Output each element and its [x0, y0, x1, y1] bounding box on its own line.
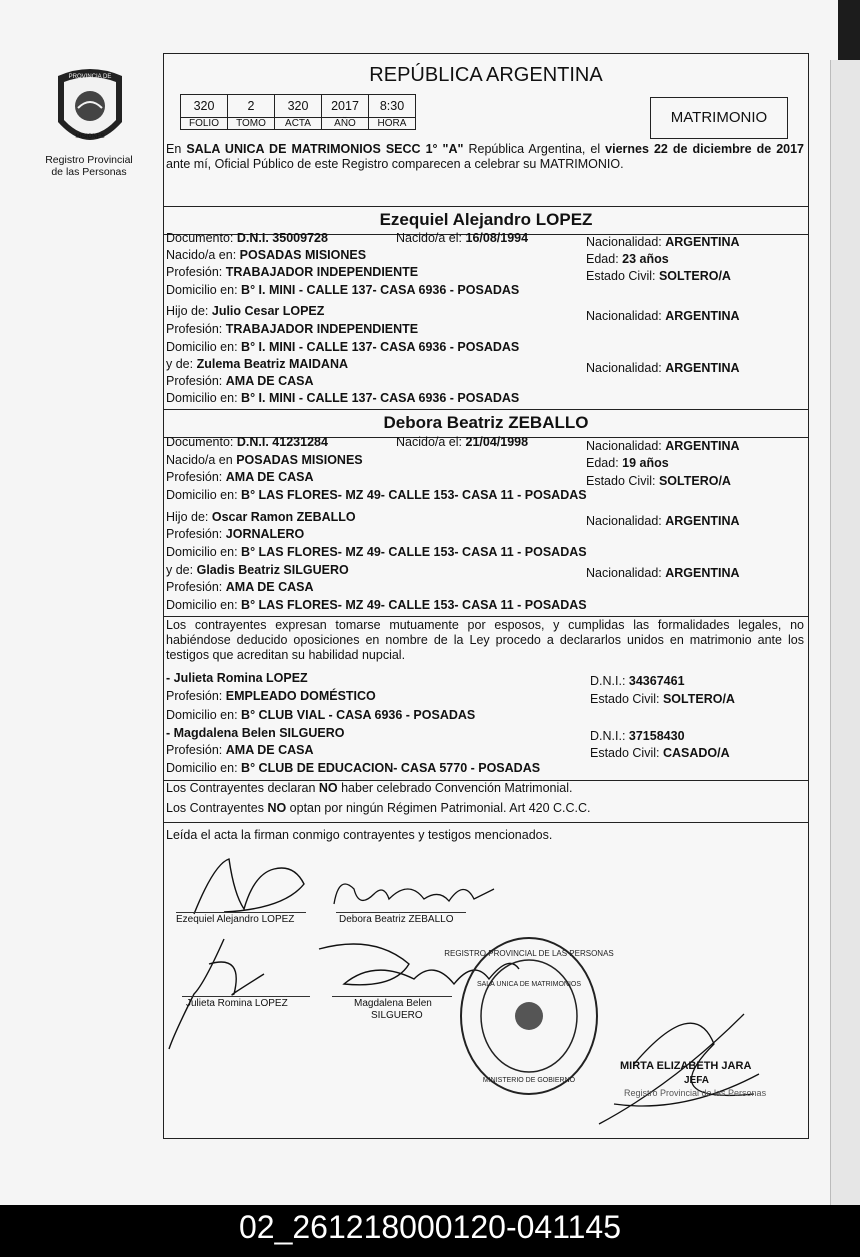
registry-label: [30, 154, 148, 178]
spouse1-father-addr: Domicilio en: B° I. MINI - CALLE 137- CASA 6936 - POSADAS: [166, 340, 520, 354]
intro-date: viernes 22 de diciembre de 2017: [605, 142, 804, 156]
intro-office: SALA UNICA DE MATRIMONIOS SECC 1° "A": [186, 142, 464, 156]
folio-label: FOLIO: [181, 118, 228, 130]
spouse2-profession: Profesión: AMA DE CASA: [166, 470, 314, 484]
official-title: JEFA: [684, 1075, 710, 1086]
tomo-value: 2: [228, 95, 275, 118]
province-seal: [50, 66, 130, 152]
spouse1-mother-prof: Profesión: AMA DE CASA: [166, 374, 314, 388]
spouse2-father-addr: Domicilio en: B° LAS FLORES- MZ 49- CALLE 153- CASA 11 - POSADAS: [166, 545, 587, 559]
spouse2-father-nat: Nacionalidad: ARGENTINA: [586, 514, 740, 528]
declaration-paragraph: Los contrayentes expresan tomarse mutuamente por esposos, y cumplidas las formalidades legales, no habiéndose deducido oposiciones en nombre de la Ley procedo a declararlos unidos en matrimonio ante los testigos que acreditan su habilidad nupcial.: [166, 618, 804, 662]
signature-label-4b: SILGUERO: [371, 1010, 423, 1021]
ano-label: AÑO: [322, 118, 369, 130]
official-stamp: [444, 934, 614, 1099]
hora-value: 8:30: [369, 95, 416, 118]
page-edge: [830, 60, 860, 1205]
signature-debora: [329, 869, 499, 914]
spouse1-doc: Documento: D.N.I. 35009728: [166, 231, 328, 245]
seal-label-bottom: MISIONES: [75, 134, 105, 140]
registry-line1: Registro Provincial: [45, 154, 133, 166]
intro-paragraph: [166, 142, 804, 172]
signature-line: [182, 996, 310, 997]
convention-2: Los Contrayentes NO optan por ningún Régimen Patrimonial. Art 420 C.C.C.: [166, 801, 591, 815]
spouse1-father: Hijo de: Julio Cesar LOPEZ: [166, 304, 325, 318]
divider: [164, 822, 808, 823]
record-type-box: MATRIMONIO: [650, 97, 788, 139]
spouse2-mother-nat: Nacionalidad: ARGENTINA: [586, 566, 740, 580]
witness1-profession: Profesión: EMPLEADO DOMÉSTICO: [166, 689, 376, 703]
signature-line: [176, 912, 306, 913]
spouse1-born-in: Nacido/a en: POSADAS MISIONES: [166, 248, 367, 262]
acta-value: 320: [275, 95, 322, 118]
spouse2-address: Domicilio en: B° LAS FLORES- MZ 49- CALLE 153- CASA 11 - POSADAS: [166, 488, 587, 502]
witness2-address: Domicilio en: B° CLUB DE EDUCACION- CASA 5770 - POSADAS: [166, 761, 541, 775]
intro-text-3: ante mí, Oficial Público de este Registro comparecen a celebrar su MATRIMONIO.: [166, 157, 624, 171]
intro-text-1: En: [166, 142, 187, 156]
folio-value: 320: [181, 95, 228, 118]
spouse2-nationality: Nacionalidad: ARGENTINA: [586, 439, 740, 453]
spouse1-age: Edad: 23 años: [586, 252, 669, 266]
signature-label-4a: Magdalena Belen: [354, 998, 432, 1009]
acta-label: ACTA: [275, 118, 322, 130]
signature-label-3: Julieta Romina LOPEZ: [186, 998, 288, 1009]
signature-label-2: Debora Beatriz ZEBALLO: [339, 914, 454, 925]
record-fields-table: [180, 94, 416, 130]
spouse2-mother: y de: Gladis Beatriz SILGUERO: [166, 563, 349, 577]
spouse1-born-on: Nacido/a el: 16/08/1994: [396, 231, 529, 245]
spouse1-name: Ezequiel Alejandro LOPEZ: [379, 210, 593, 229]
stamp-inner-text: SALA UNICA DE MATRIMONIOS: [476, 981, 582, 988]
witness2-name: - Magdalena Belen SILGUERO: [166, 726, 345, 740]
signature-line: [332, 996, 452, 997]
spouse2-mother-addr: Domicilio en: B° LAS FLORES- MZ 49- CALLE 153- CASA 11 - POSADAS: [166, 598, 587, 612]
witness1-address: Domicilio en: B° CLUB VIAL - CASA 6936 - POSADAS: [166, 708, 476, 722]
country-title: REPÚBLICA ARGENTINA: [369, 64, 603, 86]
spouse2-doc: Documento: D.N.I. 41231284: [166, 435, 328, 449]
spouse1-civil: Estado Civil: SOLTERO/A: [586, 269, 731, 283]
spouse1-nationality: Nacionalidad: ARGENTINA: [586, 235, 740, 249]
registry-line2: de las Personas: [51, 166, 127, 178]
witness2-civil: Estado Civil: CASADO/A: [590, 746, 730, 760]
hora-label: HORA: [369, 118, 416, 130]
spouse1-mother: y de: Zulema Beatriz MAIDANA: [166, 357, 349, 371]
witness1-civil: Estado Civil: SOLTERO/A: [590, 692, 735, 706]
certificate-frame: [163, 53, 809, 1139]
signature-label-1: Ezequiel Alejandro LOPEZ: [176, 914, 295, 925]
intro-text-2: República Argentina, el: [463, 142, 606, 156]
witness2-dni: D.N.I.: 37158430: [590, 729, 685, 743]
signature-julieta: [164, 934, 274, 1054]
signature-ezequiel: [184, 854, 314, 919]
spouse1-father-nat: Nacionalidad: ARGENTINA: [586, 309, 740, 323]
spouse1-mother-addr: Domicilio en: B° I. MINI - CALLE 137- CASA 6936 - POSADAS: [166, 391, 520, 405]
stamp-outer-text: REGISTRO PROVINCIAL DE LAS PERSONAS: [444, 949, 614, 958]
spouse2-name: Debora Beatriz ZEBALLO: [383, 413, 589, 432]
official-name: MIRTA ELIZABETH JARA: [620, 1060, 752, 1072]
closing-text: Leída el acta la firman conmigo contrayentes y testigos mencionados.: [166, 828, 553, 842]
stamp-bottom-text: MINISTERIO DE GOBIERNO: [482, 1077, 576, 1084]
divider: [164, 409, 808, 410]
convention-1: Los Contrayentes declaran NO haber celebrado Convención Matrimonial.: [166, 781, 573, 795]
spouse2-born-on: Nacido/a el: 21/04/1998: [396, 435, 529, 449]
divider: [164, 206, 808, 207]
spouse1-profession: Profesión: TRABAJADOR INDEPENDIENTE: [166, 265, 419, 279]
spouse2-born-in: Nacido/a en POSADAS MISIONES: [166, 453, 363, 467]
ano-value: 2017: [322, 95, 369, 118]
divider: [164, 616, 808, 617]
spouse1-address: Domicilio en: B° I. MINI - CALLE 137- CASA 6936 - POSADAS: [166, 283, 520, 297]
witness1-name: - Julieta Romina LOPEZ: [166, 671, 308, 685]
official-dept: Registro Provincial de las Personas: [624, 1088, 767, 1098]
witness2-profession: Profesión: AMA DE CASA: [166, 743, 314, 757]
spouse2-father: Hijo de: Oscar Ramon ZEBALLO: [166, 510, 356, 524]
tomo-label: TOMO: [228, 118, 275, 130]
footer-code: 02_261218000120-041145: [0, 1205, 860, 1257]
spouse1-mother-nat: Nacionalidad: ARGENTINA: [586, 361, 740, 375]
spouse2-mother-prof: Profesión: AMA DE CASA: [166, 580, 314, 594]
witness1-dni: D.N.I.: 34367461: [590, 674, 685, 688]
spouse2-age: Edad: 19 años: [586, 456, 669, 470]
seal-label-top: PROVINCIA DE: [68, 74, 112, 80]
spouse2-father-prof: Profesión: JORNALERO: [166, 527, 305, 541]
spouse1-father-prof: Profesión: TRABAJADOR INDEPENDIENTE: [166, 322, 419, 336]
spouse2-civil: Estado Civil: SOLTERO/A: [586, 474, 731, 488]
signature-line: [336, 912, 466, 913]
